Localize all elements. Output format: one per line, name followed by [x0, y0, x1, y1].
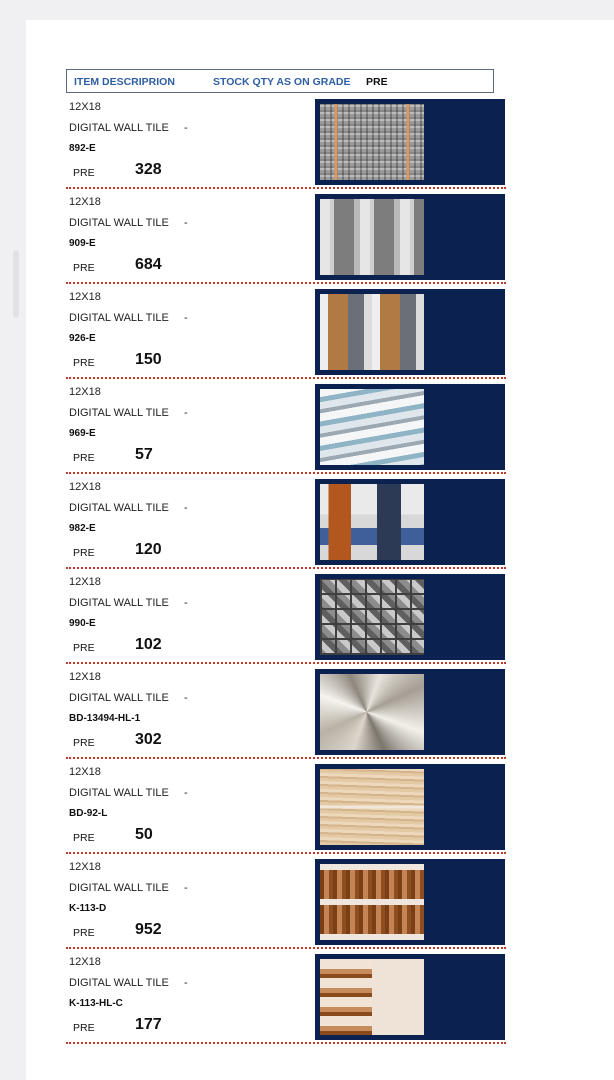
item-description: DIGITAL WALL TILE	[69, 217, 169, 229]
item-dash: -	[184, 407, 188, 419]
tile-image-panel	[315, 669, 505, 755]
item-size: 12X18	[69, 196, 101, 208]
item-code: 990-E	[69, 618, 96, 629]
item-dash: -	[184, 882, 188, 894]
tile-image	[320, 769, 424, 845]
tile-image	[320, 864, 424, 940]
tile-image	[320, 389, 424, 465]
item-qty: 120	[135, 541, 162, 558]
header-stock-qty: STOCK QTY AS ON GRADE	[213, 76, 351, 88]
tile-image	[320, 674, 424, 750]
tile-image-panel	[315, 384, 505, 470]
item-size: 12X18	[69, 386, 101, 398]
item-dash: -	[184, 692, 188, 704]
item-description: DIGITAL WALL TILE	[69, 977, 169, 989]
item-code: 892-E	[69, 143, 96, 154]
table-row	[66, 762, 506, 854]
item-qty: 328	[135, 161, 162, 178]
item-dash: -	[184, 312, 188, 324]
item-code: 969-E	[69, 428, 96, 439]
table-row	[66, 287, 506, 379]
item-description: DIGITAL WALL TILE	[69, 407, 169, 419]
table-row	[66, 952, 506, 1044]
item-qty: 50	[135, 826, 153, 843]
item-size: 12X18	[69, 956, 101, 968]
item-description: DIGITAL WALL TILE	[69, 122, 169, 134]
item-code: 909-E	[69, 238, 96, 249]
item-code: K-113-D	[69, 903, 107, 914]
header-grade: PRE	[366, 76, 388, 88]
item-qty: 952	[135, 921, 162, 938]
item-size: 12X18	[69, 861, 101, 873]
viewer-scroll-handle[interactable]	[13, 250, 19, 318]
item-code: K-113-HL-C	[69, 998, 123, 1009]
item-grade: PRE	[73, 262, 95, 274]
tile-image-panel	[315, 99, 505, 185]
item-description: DIGITAL WALL TILE	[69, 502, 169, 514]
table-row	[66, 192, 506, 284]
item-grade: PRE	[73, 737, 95, 749]
tile-image	[320, 294, 424, 370]
item-qty: 302	[135, 731, 162, 748]
item-size: 12X18	[69, 671, 101, 683]
table-header	[66, 69, 494, 93]
item-dash: -	[184, 597, 188, 609]
item-description: DIGITAL WALL TILE	[69, 882, 169, 894]
item-description: DIGITAL WALL TILE	[69, 597, 169, 609]
item-code: BD-13494-HL-1	[69, 713, 141, 724]
tile-image-panel	[315, 764, 505, 850]
item-grade: PRE	[73, 452, 95, 464]
tile-image-panel	[315, 859, 505, 945]
table-row	[66, 382, 506, 474]
item-qty: 684	[135, 256, 162, 273]
item-description: DIGITAL WALL TILE	[69, 692, 169, 704]
tile-image-panel	[315, 479, 505, 565]
item-grade: PRE	[73, 927, 95, 939]
item-dash: -	[184, 502, 188, 514]
item-grade: PRE	[73, 832, 95, 844]
item-description: DIGITAL WALL TILE	[69, 312, 169, 324]
item-grade: PRE	[73, 357, 95, 369]
tile-image	[320, 484, 424, 560]
table-row	[66, 572, 506, 664]
table-row	[66, 857, 506, 949]
table-row	[66, 477, 506, 569]
item-description: DIGITAL WALL TILE	[69, 787, 169, 799]
tile-image	[320, 104, 424, 180]
item-size: 12X18	[69, 291, 101, 303]
item-dash: -	[184, 787, 188, 799]
item-size: 12X18	[69, 766, 101, 778]
tile-image-panel	[315, 954, 505, 1040]
item-grade: PRE	[73, 167, 95, 179]
item-qty: 102	[135, 636, 162, 653]
item-dash: -	[184, 977, 188, 989]
document-page	[26, 20, 614, 1080]
item-dash: -	[184, 217, 188, 229]
item-code: 926-E	[69, 333, 96, 344]
table-row	[66, 667, 506, 759]
item-dash: -	[184, 122, 188, 134]
item-code: BD-92-L	[69, 808, 108, 819]
item-grade: PRE	[73, 1022, 95, 1034]
item-code: 982-E	[69, 523, 96, 534]
tile-image-panel	[315, 574, 505, 660]
item-qty: 57	[135, 446, 153, 463]
item-grade: PRE	[73, 642, 95, 654]
item-size: 12X18	[69, 481, 101, 493]
item-size: 12X18	[69, 576, 101, 588]
item-qty: 177	[135, 1016, 162, 1033]
item-grade: PRE	[73, 547, 95, 559]
tile-image	[320, 579, 424, 655]
table-row	[66, 97, 506, 189]
item-size: 12X18	[69, 101, 101, 113]
tile-image	[320, 959, 424, 1035]
tile-image	[320, 199, 424, 275]
item-qty: 150	[135, 351, 162, 368]
header-item-description: ITEM DESCRIPRION	[74, 76, 175, 88]
tile-image-panel	[315, 289, 505, 375]
tile-image-panel	[315, 194, 505, 280]
